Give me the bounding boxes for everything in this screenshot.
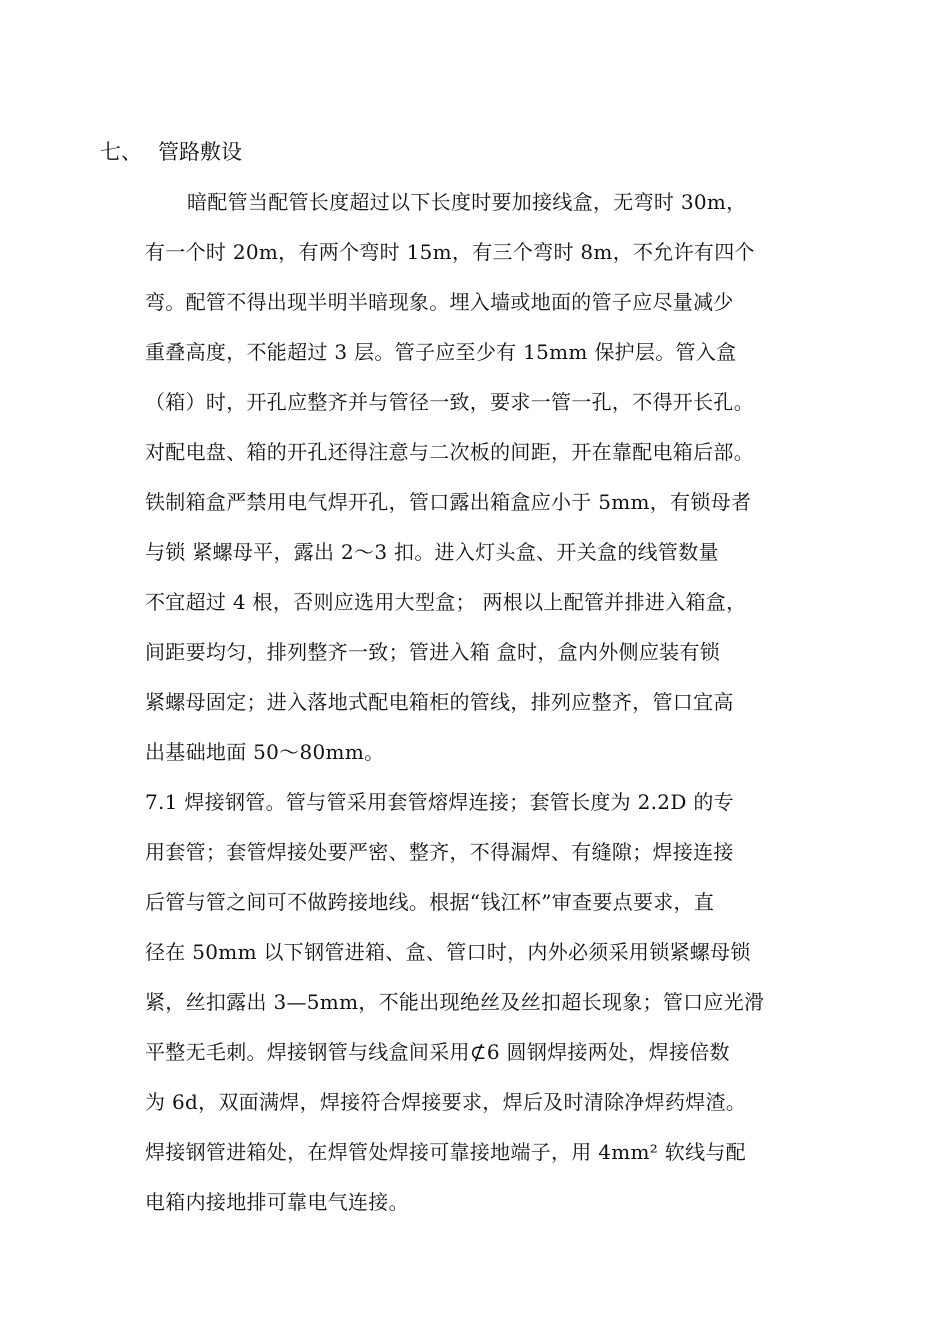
paragraph-line: 为 6d，双面满焊，焊接符合焊接要求，焊后及时清除净焊药焊渣。 xyxy=(145,1090,747,1114)
paragraph-line: 紧螺母固定；进入落地式配电箱柜的管线，排列应整齐，管口宜高 xyxy=(145,690,734,714)
paragraph-line: 弯。配管不得出现半明半暗现象。埋入墙或地面的管子应尽量减少 xyxy=(145,290,734,314)
paragraph-line: 径在 50mm 以下钢管进箱、盒、管口时，内外必须采用锁紧螺母锁 xyxy=(145,940,751,964)
body-text xyxy=(145,186,825,1236)
paragraph-line: 紧，丝扣露出 3—5mm，不能出现绝丝及丝扣超长现象；管口应光滑 xyxy=(145,990,765,1014)
section-heading xyxy=(100,136,242,168)
paragraph-line: 对配电盘、箱的开孔还得注意与二次板的间距，开在靠配电箱后部。 xyxy=(145,440,754,464)
section-number: 七、 xyxy=(100,140,142,164)
paragraph-line: 用套管；套管焊接处要严密、整齐，不得漏焊、有缝隙；焊接连接 xyxy=(145,840,734,864)
paragraph-line: 不宜超过 4 根，否则应选用大型盒； 两根以上配管并排进入箱盒， xyxy=(145,590,747,614)
section-title: 管路敷设 xyxy=(158,140,242,164)
paragraph-line: 重叠高度，不能超过 3 层。管子应至少有 15mm 保护层。管入盒 xyxy=(145,340,737,364)
paragraph-line: 后管与管之间可不做跨接地线。根据“钱江杯”审查要点要求，直 xyxy=(145,890,715,914)
paragraph-line: 暗配管当配管长度超过以下长度时要加接线盒，无弯时 30m， xyxy=(187,190,747,214)
paragraph-line: 平整无毛刺。焊接钢管与线盒间采用⊄6 圆钢焊接两处，焊接倍数 xyxy=(145,1040,730,1064)
paragraph-line: （箱）时，开孔应整齐并与管径一致，要求一管一孔，不得开长孔。 xyxy=(145,390,754,414)
paragraph-line: 出基础地面 50～80mm。 xyxy=(145,740,385,764)
paragraph-line: 电箱内接地排可靠电气连接。 xyxy=(145,1190,409,1214)
paragraph-line: 与锁 紧螺母平，露出 2～3 扣。进入灯头盒、开关盒的线管数量 xyxy=(145,540,719,564)
paragraph-line: 7.1 焊接钢管。管与管采用套管熔焊连接；套管长度为 2.2D 的专 xyxy=(145,790,734,814)
paragraph-line: 铁制箱盒严禁用电气焊开孔，管口露出箱盒应小于 5mm，有锁母者 xyxy=(145,490,752,514)
paragraph-line: 间距要均匀，排列整齐一致；管进入箱 盒时，盒内外侧应装有锁 xyxy=(145,640,721,664)
paragraph-line: 有一个时 20m，有两个弯时 15m，有三个弯时 8m，不允许有四个 xyxy=(145,240,755,264)
paragraph-line: 焊接钢管进箱处，在焊管处焊接可靠接地端子，用 4mm² 软线与配 xyxy=(145,1140,746,1164)
